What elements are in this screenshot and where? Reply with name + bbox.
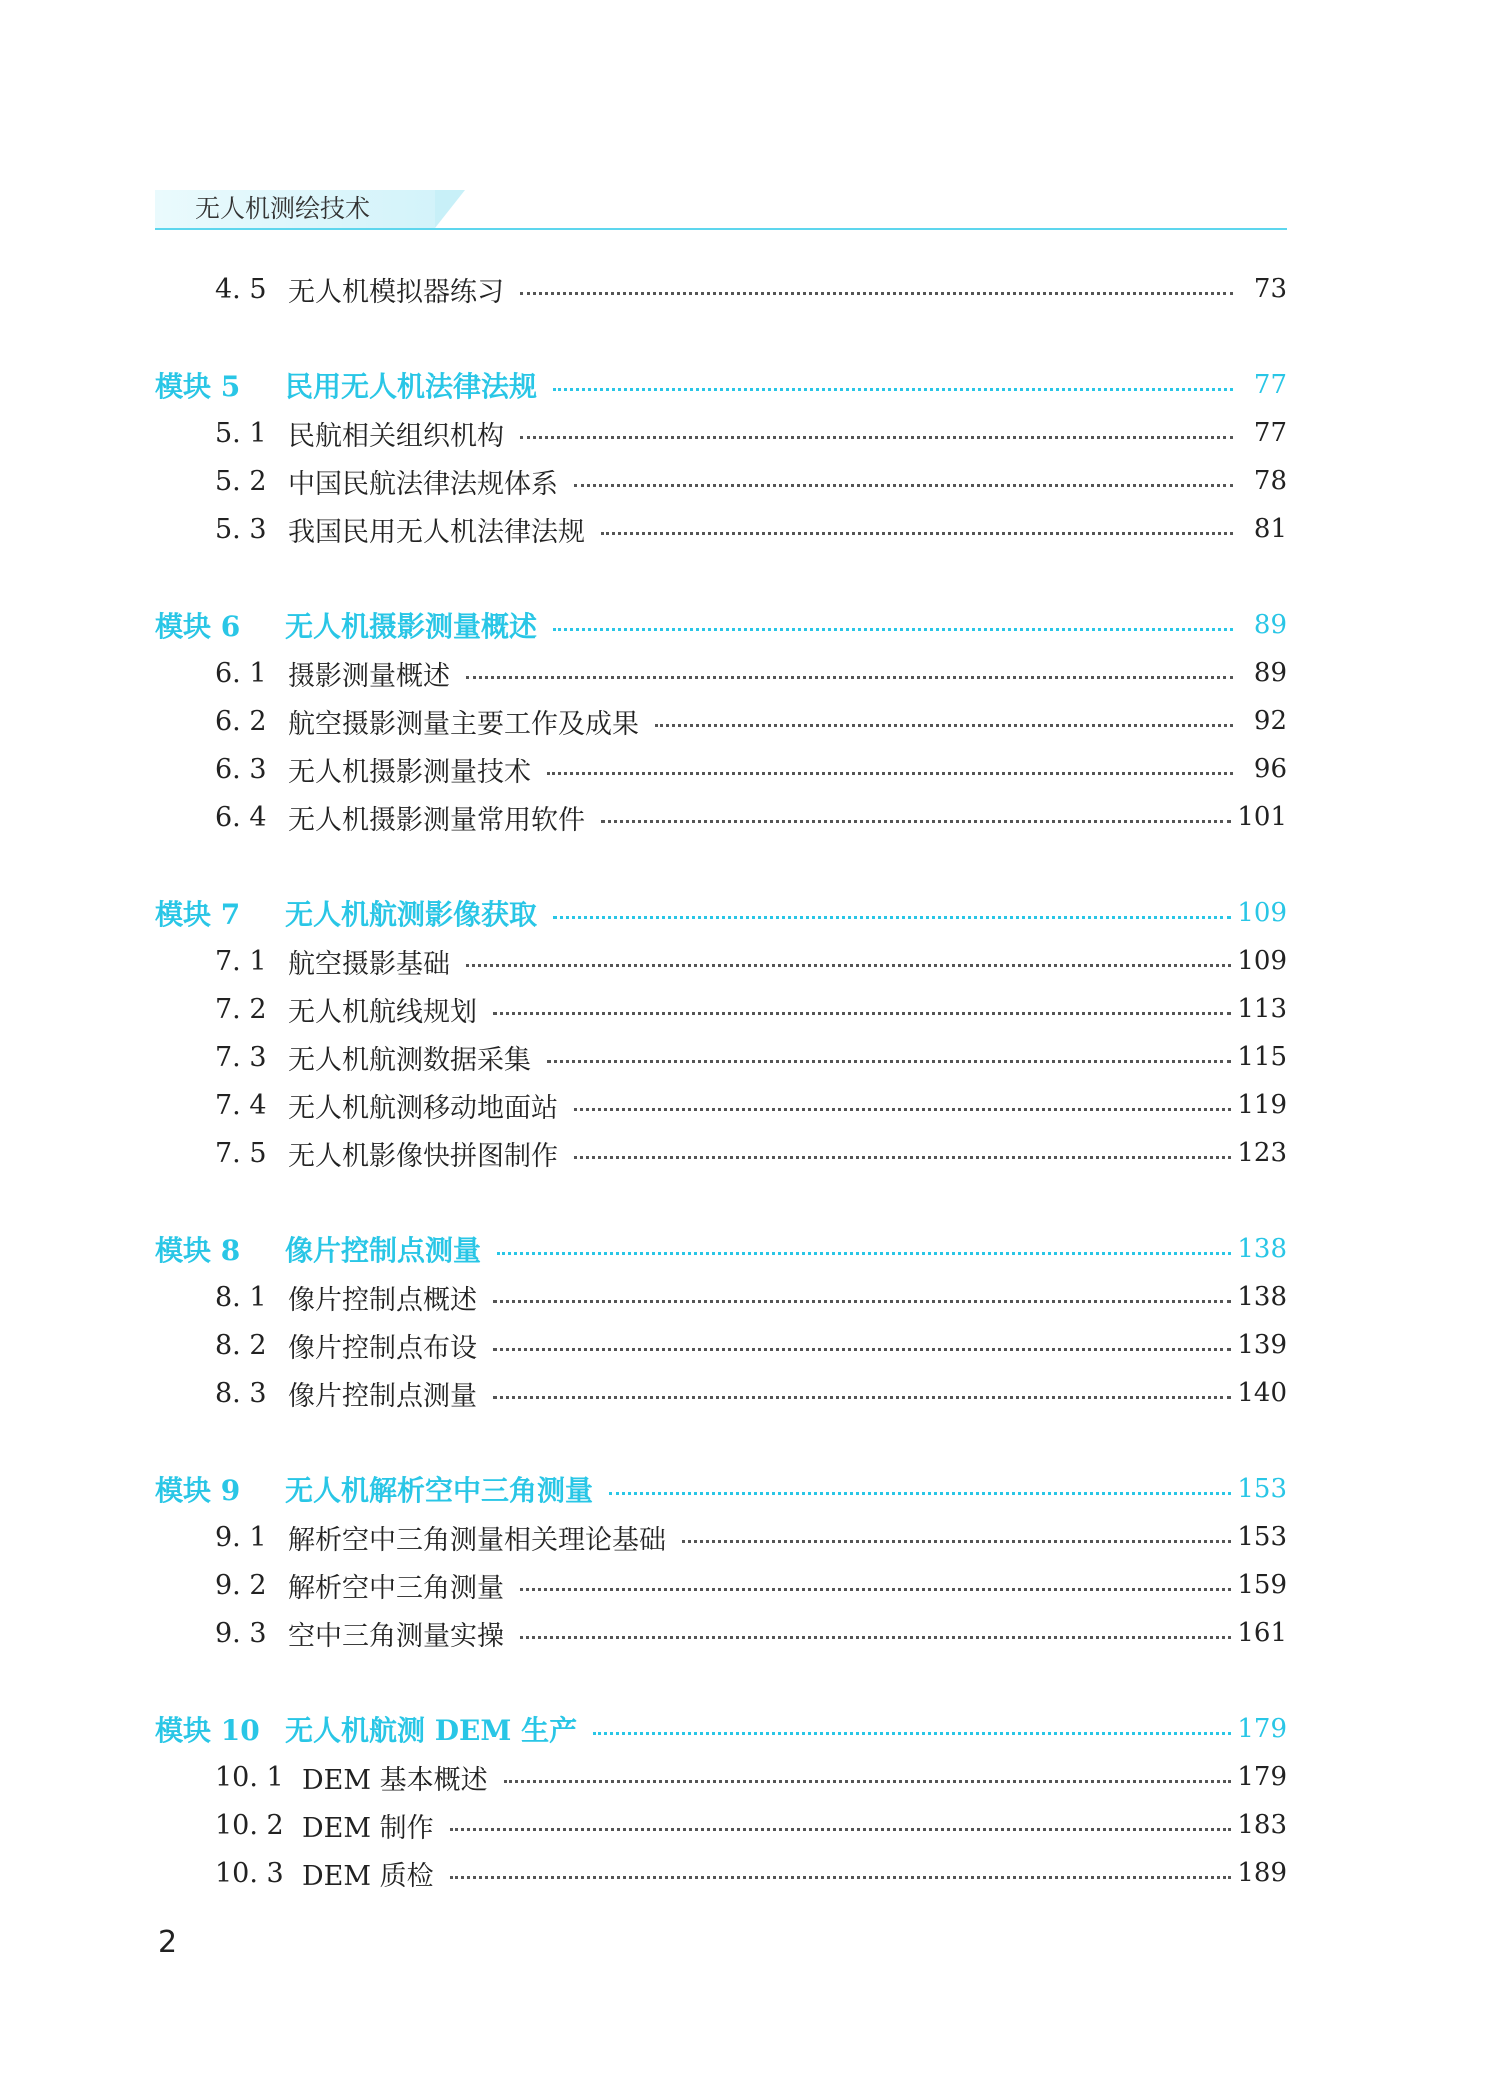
toc-entry-number: 8. 1 [215,1281,267,1313]
toc-entry-page: 77 [1253,370,1287,400]
toc-section-entry[interactable] [155,1609,1287,1657]
toc-entry-number: 6. 3 [215,753,267,785]
toc-entry-title: DEM 制作 [302,1812,434,1844]
toc-entry-title: 解析空中三角测量相关理论基础 [288,1524,666,1556]
toc-entry-title: DEM 质检 [302,1860,434,1892]
toc-entry-title: 无人机影像快拼图制作 [288,1140,558,1172]
toc-entry-number: 7. 1 [215,945,267,977]
toc-entry-title: 无人机航测数据采集 [288,1044,531,1076]
toc-entry-page: 140 [1237,1378,1287,1408]
toc-entry-page: 123 [1237,1138,1287,1168]
toc-entry-title: 像片控制点测量 [288,1380,477,1412]
toc-entry-number: 10. 1 [215,1761,284,1793]
toc-entry-number: 10. 3 [215,1857,284,1889]
toc-entry-title: 无人机解析空中三角测量 [285,1474,594,1507]
toc-section-entry[interactable] [155,793,1287,841]
dot-leader [601,820,1231,823]
toc-entry-number: 7. 4 [215,1089,267,1121]
running-header [155,190,1287,230]
toc-entry-number: 5. 1 [215,417,267,449]
toc-entry-title: 无人机航测移动地面站 [288,1092,558,1124]
toc-section-entry[interactable] [155,1753,1287,1801]
toc-entry-page: 113 [1237,994,1287,1024]
toc-entry-page: 101 [1237,802,1287,832]
dot-leader [493,1396,1231,1399]
toc-entry-page: 161 [1237,1618,1287,1648]
toc-entry-title: 像片控制点测量 [285,1234,482,1267]
dot-leader [520,436,1233,439]
toc-entry-title: 我国民用无人机法律法规 [288,516,585,548]
toc-entry-number: 模块 5 [155,370,241,403]
dot-leader [493,1300,1231,1303]
dot-leader [450,1828,1232,1831]
dot-leader [574,484,1233,487]
dot-leader [574,1108,1231,1111]
toc-section-entry[interactable] [155,745,1287,793]
toc-entry-number: 4. 5 [215,273,267,305]
dot-leader [655,724,1233,727]
toc-module-entry[interactable] [155,1225,1287,1273]
toc-entry-number: 7. 3 [215,1041,267,1073]
toc-entry-number: 模块 9 [155,1474,241,1507]
toc-entry-title: 解析空中三角测量 [288,1572,504,1604]
dot-leader [601,532,1233,535]
toc-section-entry[interactable] [155,1849,1287,1897]
dot-leader [466,676,1233,679]
dot-leader [504,1780,1232,1783]
dot-leader [493,1012,1231,1015]
header-rule [155,228,1287,230]
toc-entry-page: 189 [1237,1858,1287,1888]
toc-entry-number: 模块 10 [155,1714,260,1747]
toc-entry-page: 159 [1237,1570,1287,1600]
toc-section-entry[interactable] [155,1129,1287,1177]
toc-section-entry[interactable] [155,649,1287,697]
dot-leader [574,1156,1231,1159]
dot-leader [682,1540,1231,1543]
dot-leader [520,1588,1231,1591]
header-tab-slant [435,190,465,228]
toc-entry-page: 89 [1253,610,1287,640]
toc-entry-title: 航空摄影基础 [288,948,450,980]
dot-leader [520,1636,1231,1639]
toc-entry-page: 78 [1253,466,1287,496]
toc-entry-title: 摄影测量概述 [288,660,450,692]
toc-section-entry[interactable] [155,457,1287,505]
toc-entry-title: 无人机模拟器练习 [288,276,504,308]
toc-entry-page: 89 [1253,658,1287,688]
toc-module-entry[interactable] [155,1465,1287,1513]
toc-section-entry[interactable] [155,937,1287,985]
toc-entry-page: 153 [1237,1474,1287,1504]
toc-entry-number: 7. 5 [215,1137,267,1169]
dot-leader [593,1732,1231,1735]
toc-module-entry[interactable] [155,1705,1287,1753]
toc-entry-number: 9. 1 [215,1521,267,1553]
toc-section-entry[interactable] [155,1561,1287,1609]
dot-leader [553,628,1233,631]
toc-entry-title: 无人机航测影像获取 [285,898,538,931]
toc-entry-number: 6. 1 [215,657,267,689]
toc-entry-number: 6. 2 [215,705,267,737]
toc-entry-page: 139 [1237,1330,1287,1360]
table-of-contents [155,265,1287,1897]
toc-entry-number: 7. 2 [215,993,267,1025]
page-number: 2 [158,1925,178,1960]
toc-section-entry[interactable] [155,697,1287,745]
dot-leader [466,964,1231,967]
dot-leader [547,772,1233,775]
toc-entry-title: 无人机航线规划 [288,996,477,1028]
toc-entry-title: 像片控制点概述 [288,1284,477,1316]
toc-entry-number: 8. 3 [215,1377,267,1409]
toc-section-entry[interactable] [155,1321,1287,1369]
toc-section-entry[interactable] [155,1033,1287,1081]
toc-entry-title: 空中三角测量实操 [288,1620,504,1652]
toc-section-entry[interactable] [155,265,1287,313]
toc-module-entry[interactable] [155,601,1287,649]
toc-entry-page: 179 [1237,1762,1287,1792]
toc-entry-page: 92 [1253,706,1287,736]
toc-section-entry[interactable] [155,409,1287,457]
toc-entry-number: 10. 2 [215,1809,284,1841]
toc-entry-page: 96 [1253,754,1287,784]
toc-entry-number: 9. 2 [215,1569,267,1601]
toc-entry-number: 5. 3 [215,513,267,545]
toc-entry-page: 138 [1237,1282,1287,1312]
toc-section-entry[interactable] [155,1273,1287,1321]
toc-entry-page: 109 [1237,898,1287,928]
toc-entry-number: 8. 2 [215,1329,267,1361]
toc-entry-title: DEM 基本概述 [302,1764,488,1796]
toc-entry-title: 民航相关组织机构 [288,420,504,452]
toc-entry-number: 9. 3 [215,1617,267,1649]
toc-entry-number: 5. 2 [215,465,267,497]
toc-entry-page: 119 [1237,1090,1287,1120]
dot-leader [450,1876,1232,1879]
toc-section-entry[interactable] [155,1801,1287,1849]
toc-entry-page: 153 [1237,1522,1287,1552]
toc-entry-number: 模块 7 [155,898,241,931]
toc-entry-page: 77 [1253,418,1287,448]
dot-leader [547,1060,1231,1063]
dot-leader [609,1492,1231,1495]
dot-leader [497,1252,1231,1255]
toc-entry-title: 航空摄影测量主要工作及成果 [288,708,639,740]
toc-entry-page: 81 [1253,514,1287,544]
toc-entry-number: 模块 8 [155,1234,241,1267]
toc-section-entry[interactable] [155,1081,1287,1129]
toc-section-entry[interactable] [155,505,1287,553]
toc-entry-title: 无人机摄影测量常用软件 [288,804,585,836]
toc-module-entry[interactable] [155,889,1287,937]
toc-entry-page: 73 [1253,274,1287,304]
toc-entry-page: 109 [1237,946,1287,976]
toc-entry-number: 6. 4 [215,801,267,833]
toc-entry-page: 115 [1237,1042,1287,1072]
book-title: 无人机测绘技术 [195,194,371,223]
toc-section-entry[interactable] [155,1369,1287,1417]
toc-entry-page: 179 [1237,1714,1287,1744]
toc-entry-title: 像片控制点布设 [288,1332,477,1364]
toc-entry-page: 183 [1237,1810,1287,1840]
toc-entry-title: 中国民航法律法规体系 [288,468,558,500]
toc-entry-title: 民用无人机法律法规 [285,370,538,403]
toc-entry-title: 无人机摄影测量技术 [288,756,531,788]
toc-entry-number: 模块 6 [155,610,241,643]
toc-module-entry[interactable] [155,361,1287,409]
toc-entry-page: 138 [1237,1234,1287,1264]
dot-leader [493,1348,1231,1351]
toc-section-entry[interactable] [155,1513,1287,1561]
toc-entry-title: 无人机摄影测量概述 [285,610,538,643]
toc-entry-title: 无人机航测 DEM 生产 [285,1714,578,1747]
dot-leader [553,388,1233,391]
dot-leader [553,916,1231,919]
toc-section-entry[interactable] [155,985,1287,1033]
dot-leader [520,292,1233,295]
